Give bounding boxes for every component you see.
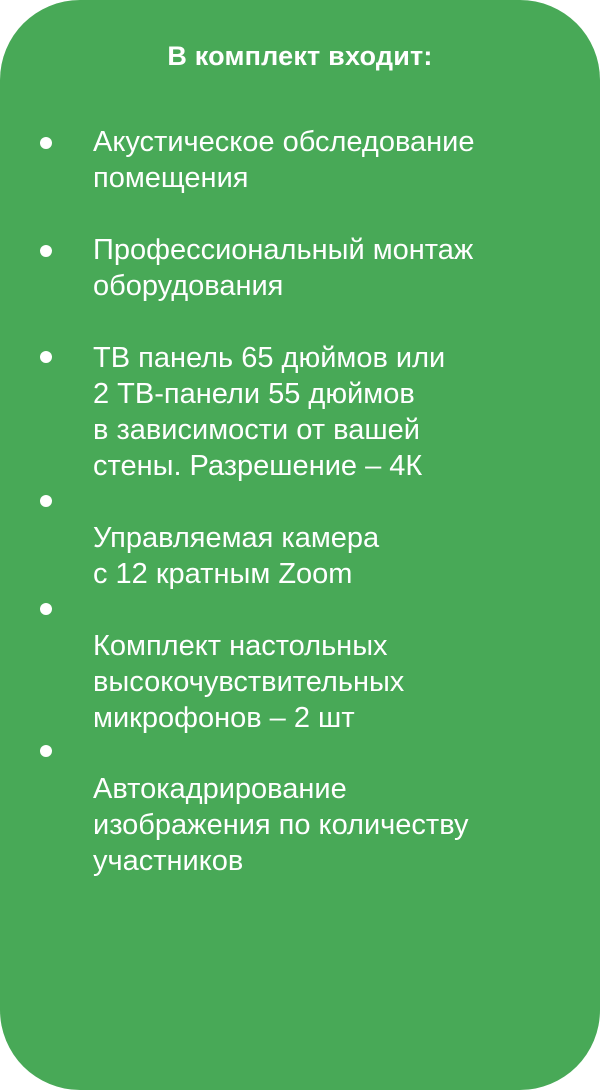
list-item-text: Профессиональный монтаж оборудования — [93, 234, 474, 302]
list-item-text: Автокадрирование изображения по количеству участников — [93, 773, 469, 877]
list-item-text: Комплект настольных высокочувствительных микрофонов – 2 шт — [93, 630, 405, 734]
card-title: В комплект входит: — [167, 41, 433, 71]
bullet-icon — [40, 137, 52, 149]
list-item-text: ТВ панель 65 дюймов или 2 ТВ-панели 55 дюймов в зависимости от вашей стены. Разрешение – 4К — [93, 342, 446, 482]
bullet-icon — [40, 351, 52, 363]
list-item-text: Акустическое обследование помещения — [93, 126, 475, 194]
bullet-icon — [40, 245, 52, 257]
bullet-icon — [40, 603, 52, 615]
bullet-icon — [40, 495, 52, 507]
bullet-icon — [40, 745, 52, 757]
list-item-text: Управляемая камера с 12 кратным Zoom — [93, 522, 380, 590]
